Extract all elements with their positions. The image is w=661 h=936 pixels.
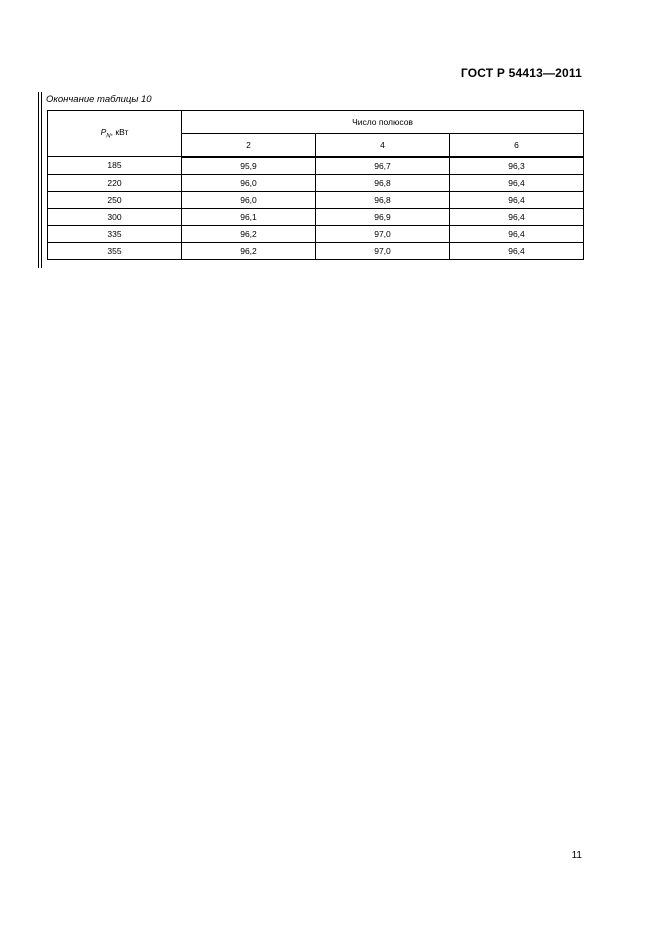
page-number: 11 <box>571 850 582 861</box>
table-cell: 250 <box>48 191 182 208</box>
table-row <box>48 191 584 208</box>
table-cell: 220 <box>48 174 182 191</box>
table-cell: 96,8 <box>316 174 450 191</box>
table-caption: Окончание таблицы 10 <box>46 94 152 105</box>
table-cell: 96,2 <box>182 242 316 259</box>
power-symbol: P <box>100 127 107 138</box>
pole-header: 2 <box>182 134 316 157</box>
table-row <box>48 157 584 175</box>
table-cell: 97,0 <box>316 225 450 242</box>
table-cell: 335 <box>48 225 182 242</box>
data-table <box>47 110 584 260</box>
table-cell: 96,4 <box>450 225 584 242</box>
table-cell: 96,0 <box>182 191 316 208</box>
pole-header: 4 <box>316 134 450 157</box>
table-cell: 96,8 <box>316 191 450 208</box>
table-cell: 96,4 <box>450 191 584 208</box>
table-cell: 96,1 <box>182 208 316 225</box>
table-row <box>48 225 584 242</box>
table-cell: 96,0 <box>182 174 316 191</box>
table-cell: 97,0 <box>316 242 450 259</box>
revision-bar <box>38 92 39 268</box>
table-cell: 96,7 <box>316 157 450 175</box>
document-code: ГОСТ Р 54413—2011 <box>460 66 582 80</box>
table-row <box>48 208 584 225</box>
power-unit: , кВт <box>110 127 129 138</box>
table-cell: 96,4 <box>450 174 584 191</box>
table-cell: 96,4 <box>450 242 584 259</box>
table-cell: 95,9 <box>182 157 316 175</box>
table-cell: 96,3 <box>450 157 584 175</box>
table-cell: 355 <box>48 242 182 259</box>
table-cell: 300 <box>48 208 182 225</box>
table-cell: 185 <box>48 157 182 175</box>
table-cell: 96,9 <box>316 208 450 225</box>
poles-group-header: Число полюсов <box>182 111 584 134</box>
table-cell: 96,4 <box>450 208 584 225</box>
power-column-header <box>48 111 182 157</box>
table-cell: 96,2 <box>182 225 316 242</box>
revision-bar <box>41 92 42 268</box>
table-row <box>48 242 584 259</box>
pole-header: 6 <box>450 134 584 157</box>
power-subscript: N <box>106 133 111 140</box>
table-row <box>48 174 584 191</box>
